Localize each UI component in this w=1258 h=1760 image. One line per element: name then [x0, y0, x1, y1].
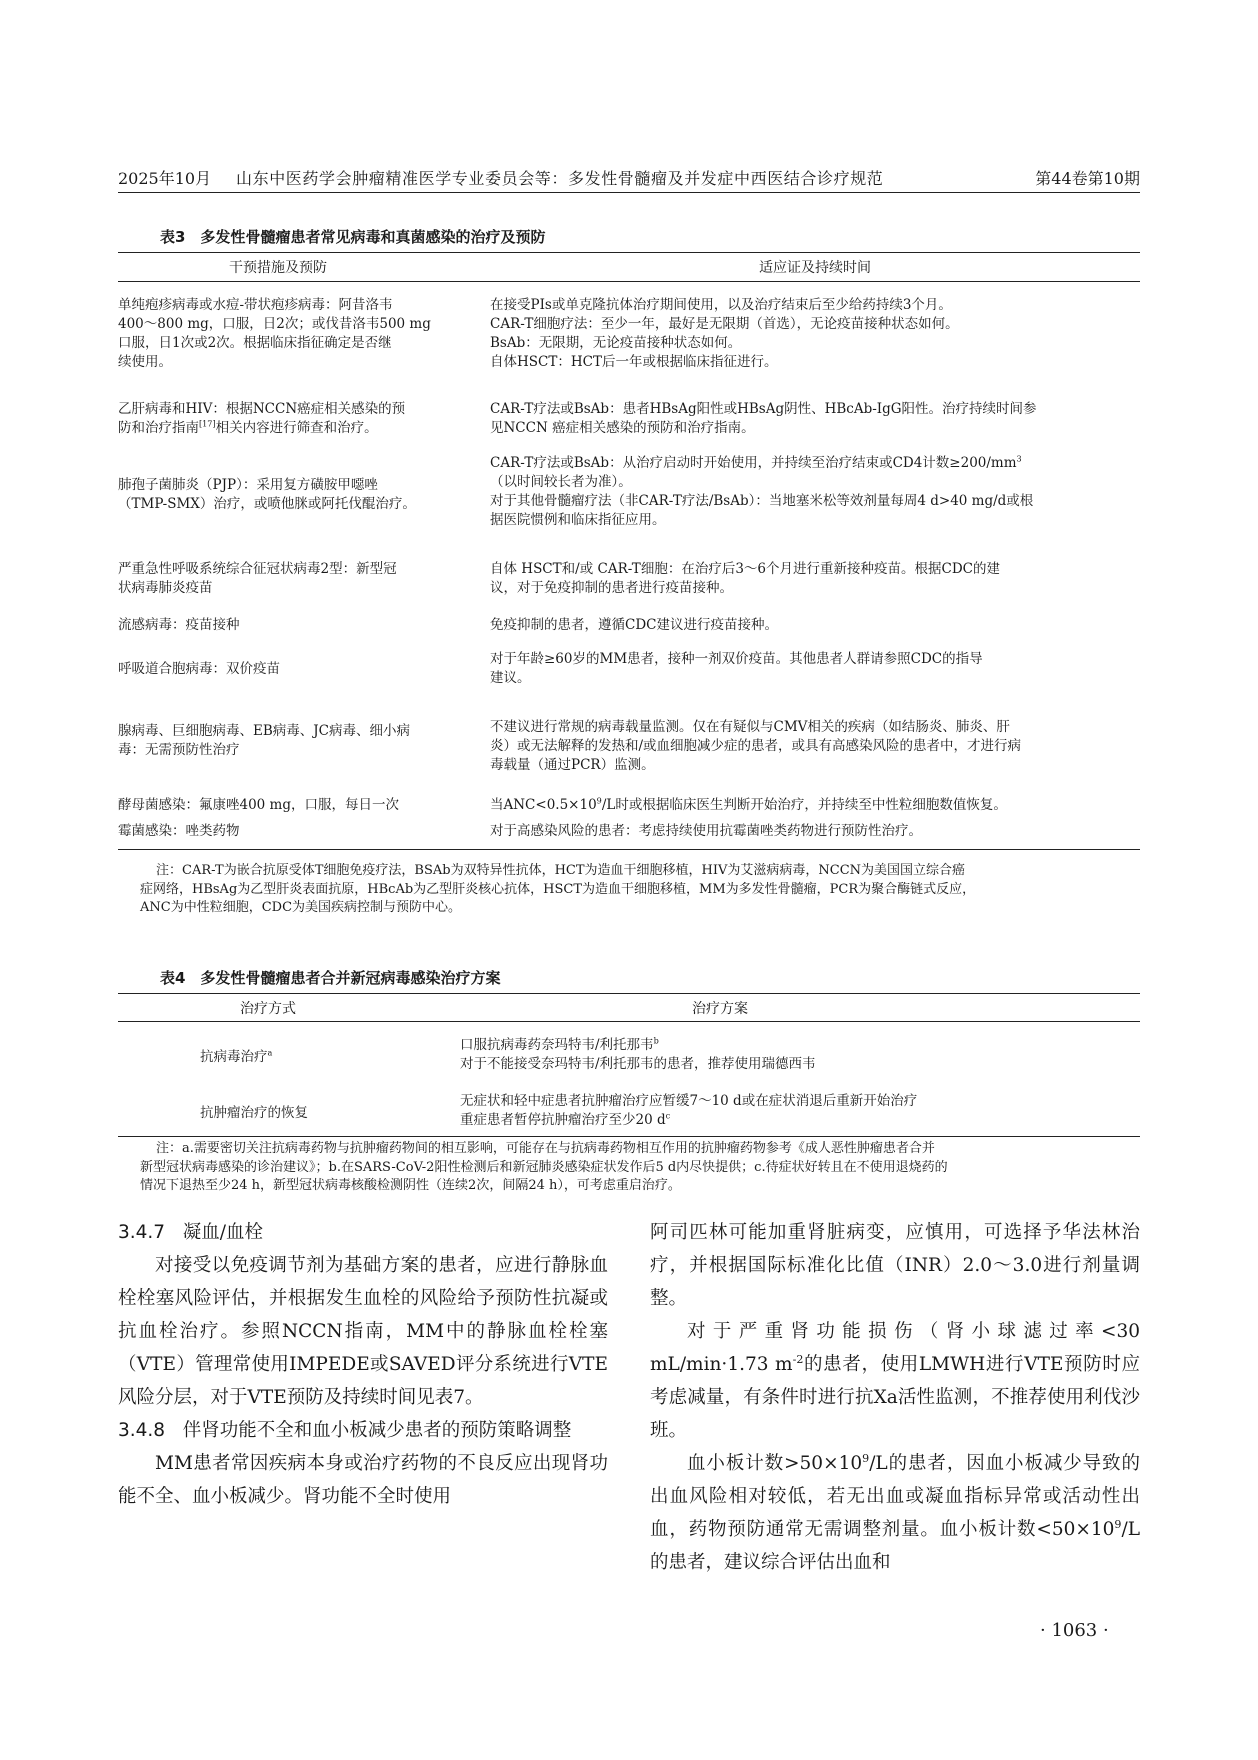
table3-caption: 表3 多发性骨髓瘤患者常见病毒和真菌感染的治疗及预防 — [160, 228, 546, 246]
table4-col2-header: 治疗方案 — [692, 1001, 748, 1017]
table3-row-2-indication: CAR-T疗法或BsAb：患者HBsAg阳性或HBsAg阴性、HBcAb-IgG阳性。治疗持续时间参 见NCCN 癌症相关感染的预防和治疗指南。 — [490, 401, 1037, 436]
table3-top-rule — [118, 252, 1140, 253]
table3-note: 注：CAR-T为嵌合抗原受体T细胞免疫疗法，BSAb为双特异性抗体，HCT为造血干细胞移植，HIV为艾滋病病毒，NCCN为美国国立综合癌 症网络，HBsAg为乙型肝炎表面抗原，HBcAb为乙型肝炎核心抗体，HSCT为造血干细胞移植，MM为多发性骨髓瘤，PCR为聚合酶链式反应， ANC为中性粒细胞，CDC为美国疾病控制与预防中心。 — [140, 863, 976, 915]
running-header — [118, 166, 1140, 190]
table4-bottom-rule — [118, 1136, 1140, 1137]
table3-header-rule — [118, 281, 1140, 282]
table3-col2-header: 适应证及持续时间 — [759, 260, 871, 276]
header-date: 2025年10月 — [118, 169, 212, 188]
table3-row-9-indication: 对于高感染风险的患者：考虑持续使用抗霉菌唑类药物进行预防性治疗。 — [490, 823, 922, 839]
citation-ref: [17] — [199, 418, 216, 429]
table4-col1-header: 治疗方式 — [240, 1001, 296, 1017]
table4-row-2-method: 抗肿瘤治疗的恢复 — [200, 1105, 308, 1121]
right-paragraph-2: 对于严重肾功能损伤（肾小球滤过率<30 mL/min·1.73 $m^{-2}$的患者，使用LMWH进行VTE预防时应考虑减量，有条件时进行抗Xa活性监测，不推荐使用利伐沙班。 — [650, 1321, 1140, 1441]
table4-row-1-plan: 口服抗病毒药奈玛特韦/利托那韦$^b$ 对于不能接受奈玛特韦/利托那韦的患者，推荐使用瑞德西韦 — [460, 1035, 816, 1072]
right-paragraph-3: 血小板计数$>50\times 10^9/L$的患者，因血小板减少导致的出血风险相对较低，若无出血或凝血指标异常或活动性出血，药物预防通常无需调整剂量。血小板计数$<50\times 10^9/L$的患者，建议综合评估出血和 — [650, 1451, 1140, 1573]
header-volume: 第44卷第10期 — [1035, 169, 1140, 188]
header-journal: 山东中医药学会肿瘤精准医学专业委员会等：多发性骨髓瘤及并发症中西医结合诊疗规范 — [236, 169, 884, 188]
right-column — [650, 1216, 1140, 1579]
table4-row-2-plan: 无症状和轻中症患者抗肿瘤治疗应暂缓7～10 d或在症状消退后重新开始治疗 重症患者暂停抗肿瘤治疗至少20 $d^c$ — [460, 1093, 918, 1128]
table4-header-rule — [118, 1021, 1140, 1022]
left-column — [118, 1216, 608, 1513]
section-3-4-8-heading: 3.4.8 伴肾功能不全和血小板减少患者的预防策略调整 — [118, 1420, 572, 1441]
table3-row-8-indication: 当$ANC<0.5\times 10^9/L$时或根据临床医生判断开始治疗，并持续至中性粒细胞数值恢复。 — [490, 795, 1007, 813]
table4-caption: 表4 多发性骨髓瘤患者合并新冠病毒感染治疗方案 — [160, 969, 501, 987]
table3-row-2-intervention: 乙肝病毒和HIV：根据NCCN癌症相关感染的预 防和治疗指南[17]相关内容进行筛查和治疗。 — [118, 401, 406, 436]
table3-row-5-indication: 免疫抑制的患者，遵循CDC建议进行疫苗接种。 — [490, 617, 778, 633]
table4-top-rule — [118, 993, 1140, 994]
table3-row-7-intervention: 腺病毒、巨细胞病毒、EB病毒、JC病毒、细小病 毒：无需预防性治疗 — [118, 723, 411, 758]
right-paragraph-1: 阿司匹林可能加重肾脏病变，应慎用，可选择予华法林治疗，并根据国际标准化比值（INR）2.0～3.0进行剂量调整。 — [650, 1222, 1140, 1309]
table3-row-3-intervention: 肺孢子菌肺炎（PJP）：采用复方磺胺甲噁唑 （TMP-SMX）治疗，或喷他脒或阿托伐醌治疗。 — [118, 477, 416, 512]
table3-row-6-indication: 对于年龄≥60岁的MM患者，接种一剂双价疫苗。其他患者人群请参照CDC的指导 建议。 — [490, 651, 983, 686]
table3-row-1-intervention: 单纯疱疹病毒或水痘-带状疱疹病毒：阿昔洛韦 400～800 mg，口服，日2次；或伐昔洛韦500 mg 口服，日1次或2次。根据临床指征确定是否继 续使用。 — [118, 297, 431, 370]
table4-row-1-method: 抗病毒治疗$^a$ — [200, 1047, 273, 1065]
header-rule — [118, 192, 1140, 193]
table3-row-9-intervention: 霉菌感染：唑类药物 — [118, 823, 240, 839]
table3-row-8-intervention: 酵母菌感染：氟康唑400 mg，口服，每日一次 — [118, 797, 400, 813]
section-3-4-7-paragraph: 对接受以免疫调节剂为基础方案的患者，应进行静脉血栓栓塞风险评估，并根据发生血栓的风险给予预防性抗凝或抗血栓治疗。参照NCCN指南，MM中的静脉血栓栓塞（VTE）管理常使用IMPEDE或SAVED评分系统进行VTE风险分层，对于VTE预防及持续时间见表7。 — [118, 1255, 608, 1408]
table3-row-1-indication: 在接受PIs或单克隆抗体治疗期间使用，以及治疗结束后至少给药持续3个月。 CAR-T细胞疗法：至少一年，最好是无限期（首选），无论疫苗接种状态如何。 BsAb：无限期，无论疫苗接种状态如何。 自体HSCT：HCT后一年或根据临床指征进行。 — [490, 297, 959, 370]
section-3-4-8-paragraph: MM患者常因疾病本身或治疗药物的不良反应出现肾功能不全、血小板减少。肾功能不全时使用 — [118, 1453, 608, 1507]
table3-row-4-intervention: 严重急性呼吸系统综合征冠状病毒2型：新型冠 状病毒肺炎疫苗 — [118, 561, 397, 596]
table3-row-5-intervention: 流感病毒：疫苗接种 — [118, 617, 240, 633]
table4-note: 注：a.需要密切关注抗病毒药物与抗肿瘤药物间的相互影响，可能存在与抗病毒药物相互作用的抗肿瘤药物参考《成人恶性肿瘤患者合并 新型冠状病毒感染的诊治建议》；b.在SARS-CoV-2阳性检测后和新冠肺炎感染症状发作后5 d内尽快提供；c.待症状好转且在不使用退烧药的 情况下退热至少24 h，新型冠状病毒核酸检测阴性（连续2次，间隔24 h），可考虑重启治疗。 — [140, 1141, 948, 1193]
table3-row-4-indication: 自体 HSCT和/或 CAR-T细胞：在治疗后3～6个月进行重新接种疫苗。根据CDC的建 议，对于免疫抑制的患者进行疫苗接种。 — [490, 561, 1000, 596]
table3-row-6-intervention: 呼吸道合胞病毒：双价疫苗 — [118, 661, 280, 677]
page-number: · 1063 · — [1040, 1620, 1109, 1641]
table3-row-7-indication: 不建议进行常规的病毒载量监测。仅在有疑似与CMV相关的疾病（如结肠炎、肺炎、肝 炎）或无法解释的发热和/或血细胞减少症的患者，或具有高感染风险的患者中，才进行病 毒载量（通过PCR）监测。 — [490, 719, 1022, 773]
table3-row-3-indication: CAR-T疗法或BsAb：从治疗启动时开始使用，并持续至治疗结束或CD4计数$\ge 200/mm^3$ （以时间较长者为准）。 对于其他骨髓瘤疗法（非CAR-T疗法/BsAb）：当地塞米松等效剂量每周4 d>40 mg/d或根 据医院惯例和临床指征应用。 — [490, 453, 1034, 528]
table3-bottom-rule — [118, 849, 1140, 850]
section-3-4-7-heading: 3.4.7 凝血/血栓 — [118, 1222, 263, 1243]
table3-col1-header: 干预措施及预防 — [229, 260, 327, 276]
